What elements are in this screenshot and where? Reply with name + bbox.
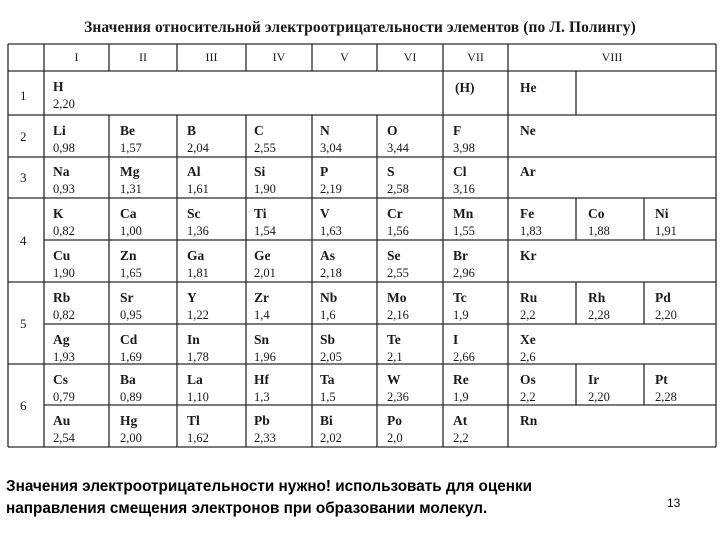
- element-symbol: Ag: [53, 332, 70, 347]
- table-title: Значения относительной электроотрицательности элементов (по Л. Полингу): [84, 19, 636, 36]
- element-symbol: P: [320, 164, 329, 179]
- electronegativity-value: 1,57: [120, 140, 142, 155]
- electronegativity-value: 2,01: [254, 265, 276, 280]
- electronegativity-value: 0,89: [120, 389, 142, 404]
- element-cell: [588, 291, 610, 321]
- element-symbol: C: [254, 123, 264, 138]
- electronegativity-value: 2,00: [120, 430, 142, 445]
- element-cell: [320, 333, 342, 363]
- element-symbol: Na: [53, 164, 70, 179]
- group-header-3: III: [205, 50, 218, 64]
- element-cell: [387, 373, 409, 403]
- element-cell: [53, 291, 75, 321]
- element-cell: [254, 291, 270, 321]
- element-cell: [187, 249, 209, 279]
- element-symbol: Zn: [120, 248, 137, 263]
- electronegativity-value: 2,2: [520, 307, 536, 322]
- electronegativity-value: 1,96: [254, 349, 276, 364]
- element-cell: [453, 291, 469, 321]
- electronegativity-value: 3,04: [320, 140, 342, 155]
- electronegativity-value: 2,04: [187, 140, 209, 155]
- electronegativity-value: 1,54: [254, 223, 276, 238]
- element-cell: [520, 207, 542, 237]
- element-cell: [120, 373, 142, 403]
- element-cell: [254, 373, 270, 403]
- element-symbol: Nb: [320, 290, 338, 305]
- electronegativity-value: 1,83: [520, 223, 542, 238]
- element-symbol: Fe: [520, 206, 535, 221]
- electronegativity-value: 2,6: [520, 349, 536, 364]
- period-label-3: 3: [20, 170, 27, 185]
- group-header-8: VIII: [601, 50, 623, 64]
- element-cell: [254, 165, 276, 195]
- element-cell: [120, 333, 142, 363]
- element-cell: [520, 249, 537, 267]
- element-cell: [453, 249, 475, 279]
- electronegativity-value: 2,20: [588, 389, 610, 404]
- electronegativity-value: 1,63: [320, 223, 342, 238]
- element-symbol: Cr: [387, 206, 403, 221]
- element-cell: [320, 124, 342, 154]
- element-cell: [53, 249, 75, 279]
- element-symbol: Pb: [254, 413, 270, 428]
- element-cell: [254, 249, 276, 279]
- electronegativity-value: 2,1: [387, 349, 403, 364]
- element-symbol: Y: [187, 290, 197, 305]
- electronegativity-value: 1,91: [655, 223, 677, 238]
- element-symbol: Zr: [254, 290, 269, 305]
- element-symbol: La: [187, 372, 203, 387]
- element-symbol: Os: [520, 372, 536, 387]
- element-cell: [187, 333, 209, 363]
- electronegativity-value: 2,19: [320, 181, 342, 196]
- element-cell: [520, 333, 536, 363]
- element-cell: [120, 291, 142, 321]
- electronegativity-value: 3,16: [453, 181, 475, 196]
- element-symbol: Ba: [120, 372, 136, 387]
- element-cell: [187, 414, 209, 444]
- electronegativity-value: 2,02: [320, 430, 342, 445]
- element-cell: [53, 80, 75, 110]
- element-symbol: Pt: [655, 372, 668, 387]
- element-cell: [187, 207, 209, 237]
- element-symbol: N: [320, 123, 330, 138]
- element-cell: [254, 333, 276, 363]
- group-header-5: V: [340, 50, 349, 64]
- element-symbol: Rh: [588, 290, 606, 305]
- element-symbol: Ni: [655, 206, 669, 221]
- group-header-6: VI: [403, 50, 417, 64]
- element-cell: [520, 291, 537, 321]
- element-symbol: Sr: [120, 290, 134, 305]
- electronegativity-value: 2,66: [453, 349, 475, 364]
- electronegativity-value: 2,96: [453, 265, 475, 280]
- electronegativity-value: 1,81: [187, 265, 209, 280]
- element-symbol: Sc: [187, 206, 201, 221]
- element-cell: [187, 165, 209, 195]
- element-symbol: K: [53, 206, 64, 221]
- element-cell: [53, 124, 75, 154]
- electronegativity-value: 2,33: [254, 430, 276, 445]
- electronegativity-value: 2,54: [53, 430, 75, 445]
- electronegativity-value: 2,55: [254, 140, 276, 155]
- element-symbol: Bi: [320, 413, 333, 428]
- electronegativity-value: 2,2: [453, 430, 469, 445]
- electronegativity-value: 1,78: [187, 349, 209, 364]
- element-cell: [520, 124, 536, 142]
- element-cell: [254, 207, 276, 237]
- element-cell: [387, 414, 403, 444]
- element-symbol: Re: [453, 372, 469, 387]
- element-symbol: Tc: [453, 290, 467, 305]
- element-cell: [187, 291, 209, 321]
- element-symbol: Cd: [120, 332, 138, 347]
- electronegativity-value: 1,62: [187, 430, 209, 445]
- element-cell: [453, 124, 475, 154]
- electronegativity-value: 1,22: [187, 307, 209, 322]
- element-symbol: Pd: [655, 290, 671, 305]
- element-cell: [588, 373, 610, 403]
- element-symbol: Kr: [520, 248, 537, 263]
- electronegativity-value: 0,82: [53, 307, 75, 322]
- element-symbol: Cs: [53, 372, 69, 387]
- element-symbol: At: [453, 413, 468, 428]
- element-symbol: Rb: [53, 290, 71, 305]
- electronegativity-value: 1,69: [120, 349, 142, 364]
- element-symbol: As: [320, 248, 336, 263]
- electronegativity-value: 1,90: [53, 265, 75, 280]
- period-label-4: 4: [20, 233, 27, 248]
- electronegativity-value: 2,55: [387, 265, 409, 280]
- electronegativity-value: 1,4: [254, 307, 270, 322]
- element-symbol: Ti: [254, 206, 267, 221]
- electronegativity-value: 3,44: [387, 140, 409, 155]
- electronegativity-value: 2,28: [655, 389, 677, 404]
- group-header-7: VII: [467, 50, 484, 64]
- group-header-2: II: [139, 50, 147, 64]
- electronegativity-value: 2,05: [320, 349, 342, 364]
- electronegativity-value: 1,93: [53, 349, 75, 364]
- element-symbol: Mn: [453, 206, 474, 221]
- element-symbol: Sn: [254, 332, 270, 347]
- electronegativity-value: 0,79: [53, 389, 75, 404]
- element-symbol: Au: [53, 413, 71, 428]
- footer-line-1: Значения электроотрицательности нужно! использовать для оценки: [6, 478, 533, 495]
- electronegativity-value: 0,93: [53, 181, 75, 196]
- element-cell: [387, 165, 409, 195]
- element-cell: [453, 333, 475, 363]
- electronegativity-value: 2,58: [387, 181, 409, 196]
- element-symbol: Se: [387, 248, 401, 263]
- element-cell: [655, 373, 677, 403]
- element-cell: [53, 414, 75, 444]
- element-cell: [387, 207, 409, 237]
- electronegativity-value: 1,31: [120, 181, 142, 196]
- element-symbol: Li: [53, 123, 66, 138]
- element-cell: [254, 414, 276, 444]
- electronegativity-value: 0,95: [120, 307, 142, 322]
- element-symbol: (H): [455, 80, 475, 95]
- element-cell: [187, 124, 209, 154]
- element-symbol: Ir: [588, 372, 600, 387]
- footer-note: [6, 476, 706, 520]
- element-symbol: Ge: [254, 248, 271, 263]
- group-header-4: IV: [272, 50, 286, 64]
- element-symbol: V: [320, 206, 330, 221]
- electronegativity-value: 2,20: [655, 307, 677, 322]
- element-cell: [453, 414, 469, 444]
- electronegativity-value: 2,0: [387, 430, 403, 445]
- element-symbol: Ar: [520, 164, 536, 179]
- element-cell: [320, 373, 336, 403]
- electronegativity-value: 2,2: [520, 389, 536, 404]
- element-cell: [120, 165, 142, 195]
- element-symbol: Xe: [520, 332, 536, 347]
- page-number: 13: [667, 496, 681, 510]
- element-symbol: Ru: [520, 290, 538, 305]
- electronegativity-value: 2,16: [387, 307, 409, 322]
- electronegativity-value: 1,90: [254, 181, 276, 196]
- element-cell: [387, 291, 409, 321]
- element-symbol: F: [453, 123, 462, 138]
- element-symbol: Hf: [254, 372, 269, 387]
- electronegativity-value: 1,9: [453, 389, 469, 404]
- element-cell: [53, 373, 75, 403]
- element-cell: [320, 414, 342, 444]
- period-label-2: 2: [20, 129, 27, 144]
- element-symbol: H: [53, 79, 64, 94]
- element-cell: [387, 333, 403, 363]
- footer-line-2: направления смещения электронов при образовании молекул.: [6, 500, 488, 517]
- electronegativity-value: 1,88: [588, 223, 610, 238]
- electronegativity-value: 1,61: [187, 181, 209, 196]
- element-symbol: Tl: [187, 413, 200, 428]
- element-symbol: B: [187, 123, 197, 138]
- element-cell: [655, 291, 677, 321]
- electronegativity-value: 1,00: [120, 223, 142, 238]
- element-cell: [120, 207, 142, 237]
- element-symbol: Si: [254, 164, 266, 179]
- element-cell: [254, 124, 276, 154]
- electronegativity-value: 1,36: [187, 223, 209, 238]
- element-symbol: Ta: [320, 372, 335, 387]
- element-symbol: Po: [387, 413, 402, 428]
- element-cell: [320, 165, 342, 195]
- electronegativity-value: 0,98: [53, 140, 75, 155]
- element-symbol: Ne: [520, 123, 536, 138]
- element-symbol: I: [453, 332, 459, 347]
- element-symbol: Te: [387, 332, 401, 347]
- electronegativity-value: 2,28: [588, 307, 610, 322]
- electronegativity-value: 1,3: [254, 389, 270, 404]
- period-label-5: 5: [20, 316, 27, 331]
- element-cell: [120, 249, 142, 279]
- element-cell: [53, 333, 75, 363]
- element-symbol: W: [387, 372, 401, 387]
- electronegativity-value: 1,55: [453, 223, 475, 238]
- electronegativity-value: 2,36: [387, 389, 409, 404]
- period-label-6: 6: [20, 398, 27, 413]
- group-header-1: I: [74, 50, 79, 64]
- electronegativity-value: 1,9: [453, 307, 469, 322]
- element-cell: [387, 124, 409, 154]
- electronegativity-value: 1,65: [120, 265, 142, 280]
- element-symbol: Co: [588, 206, 605, 221]
- electronegativity-value: 1,56: [387, 223, 409, 238]
- element-symbol: Cu: [53, 248, 71, 263]
- electronegativity-value: 0,82: [53, 223, 75, 238]
- element-cell: [453, 165, 475, 195]
- electronegativity-value: 1,5: [320, 389, 336, 404]
- element-symbol: Ga: [187, 248, 205, 263]
- element-cell: [453, 373, 469, 403]
- element-symbol: Br: [453, 248, 468, 263]
- electronegativity-value: 1,6: [320, 307, 336, 322]
- element-symbol: Al: [187, 164, 201, 179]
- element-symbol: Be: [120, 123, 135, 138]
- element-symbol: Mo: [387, 290, 407, 305]
- element-symbol: Mg: [120, 164, 140, 179]
- element-symbol: In: [187, 332, 200, 347]
- element-cell: [187, 373, 209, 403]
- element-cell: [387, 249, 409, 279]
- electronegativity-value: 3,98: [453, 140, 475, 155]
- electronegativity-value: 1,10: [187, 389, 209, 404]
- element-cell: [520, 414, 537, 432]
- element-cell: [53, 207, 75, 237]
- element-cell: [320, 291, 337, 321]
- element-symbol: O: [387, 123, 398, 138]
- electronegativity-value: 2,20: [53, 96, 75, 111]
- element-cell: [588, 207, 610, 237]
- electronegativity-value: 2,18: [320, 265, 342, 280]
- element-symbol: Hg: [120, 413, 138, 428]
- element-cell: [655, 207, 677, 237]
- element-cell: [320, 207, 342, 237]
- period-label-1: 1: [20, 88, 27, 103]
- element-symbol: Sb: [320, 332, 336, 347]
- element-cell: [453, 207, 475, 237]
- element-cell: [520, 165, 536, 183]
- element-cell: [120, 414, 142, 444]
- element-cell: [320, 249, 342, 279]
- element-symbol: He: [520, 80, 537, 95]
- element-cell: [520, 373, 536, 403]
- element-cell: [120, 124, 142, 154]
- element-cell: [53, 165, 75, 195]
- element-symbol: S: [387, 164, 395, 179]
- element-symbol: Rn: [520, 413, 538, 428]
- element-symbol: Ca: [120, 206, 137, 221]
- element-symbol: Cl: [453, 164, 467, 179]
